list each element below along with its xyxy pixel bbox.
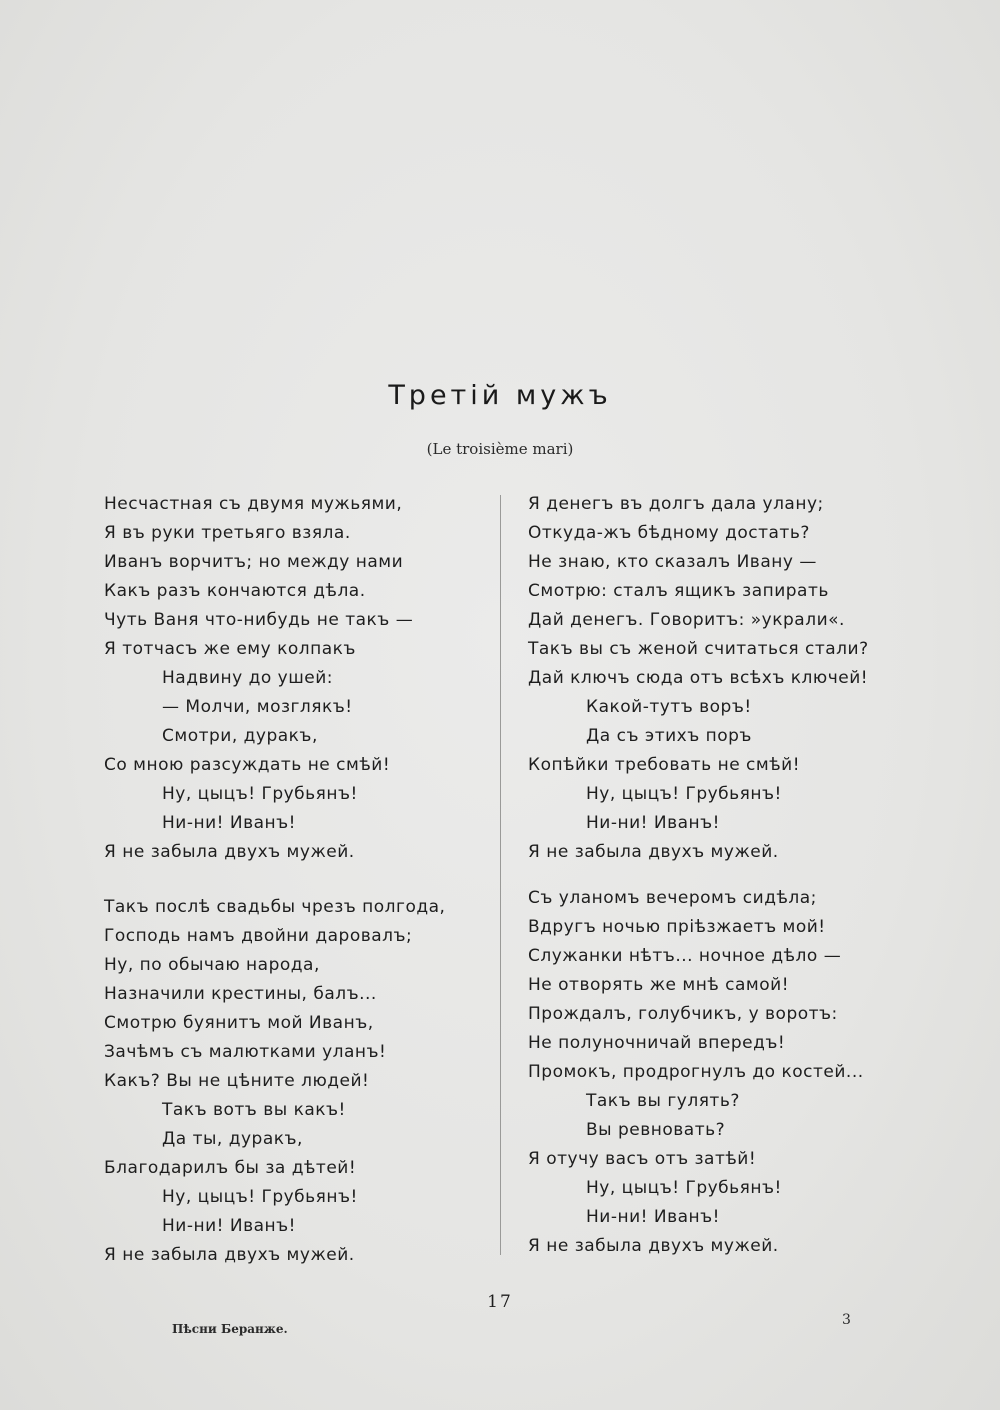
verse-line: Несчастная съ двумя мужьями,: [104, 494, 403, 514]
stanza-1: [104, 490, 504, 867]
verse-line: Откуда-жъ бѣдному достать?: [528, 523, 810, 543]
verse-line: Копѣйки требовать не смѣй!: [528, 755, 801, 775]
verse-line: Зачѣмъ съ малютками уланъ!: [104, 1042, 387, 1062]
verse-line: Ни-ни! Иванъ!: [162, 1216, 296, 1236]
verse-line: Какъ разъ кончаются дѣла.: [104, 581, 366, 601]
verse-line: Ну, цыцъ! Грубьянъ!: [586, 784, 782, 804]
verse-line: Ну, по обычаю народа,: [104, 955, 320, 975]
verse-line: Какъ? Вы не цѣните людей!: [104, 1071, 370, 1091]
verse-line: Такъ вы гулять?: [586, 1091, 740, 1111]
verse-line: Смотрю буянитъ мой Иванъ,: [104, 1013, 374, 1033]
verse-line: Надвину до ушей:: [162, 668, 334, 688]
verse-line: Я не забыла двухъ мужей.: [528, 1236, 779, 1256]
verse-line: Иванъ ворчитъ; но между нами: [104, 552, 404, 572]
verse-line: Господь намъ двойни даровалъ;: [104, 926, 413, 946]
footer-signature-mark: 3: [842, 1312, 851, 1328]
verse-line: Служанки нѣтъ... ночное дѣло —: [528, 946, 842, 966]
verse-line: Какой-тутъ воръ!: [586, 697, 752, 717]
verse-line: Я тотчасъ же ему колпакъ: [104, 639, 356, 659]
verse-line: Ни-ни! Иванъ!: [162, 813, 296, 833]
verse-line: Смотри, дуракъ,: [162, 726, 318, 746]
verse-line: Смотрю: сталъ ящикъ запирать: [528, 581, 829, 601]
verse-line: Вдругъ ночью пріѣзжаетъ мой!: [528, 917, 826, 937]
verse-line: Съ уланомъ вечеромъ сидѣла;: [528, 888, 817, 908]
verse-line: Не полуночничай впередъ!: [528, 1033, 786, 1053]
verse-line: Я отучу васъ отъ затѣй!: [528, 1149, 757, 1169]
verse-line: Такъ послѣ свадьбы чрезъ полгода,: [104, 897, 446, 917]
verse-line: Я не забыла двухъ мужей.: [104, 842, 355, 862]
verse-line: Благодарилъ бы за дѣтей!: [104, 1158, 357, 1178]
verse-line: Назначили крестины, балъ...: [104, 984, 377, 1004]
verse-line: Такъ вотъ вы какъ!: [162, 1100, 346, 1120]
verse-line: Дай ключъ сюда отъ всѣхъ ключей!: [528, 668, 869, 688]
verse-line: Не отворять же мнѣ самой!: [528, 975, 790, 995]
verse-line: Ни-ни! Иванъ!: [586, 1207, 720, 1227]
verse-line: Да съ этихъ поръ: [586, 726, 752, 746]
stanza-3: [528, 490, 928, 867]
verse-line: Ну, цыцъ! Грубьянъ!: [586, 1178, 782, 1198]
verse-line: Прождалъ, голубчикъ, у воротъ:: [528, 1004, 838, 1024]
verse-line: Ну, цыцъ! Грубьянъ!: [162, 1187, 358, 1207]
verse-line: Я не забыла двухъ мужей.: [528, 842, 779, 862]
verse-line: Промокъ, продрогнулъ до костей...: [528, 1062, 864, 1082]
column-divider: [500, 495, 501, 1255]
stanza-2: [104, 893, 504, 1270]
verse-line: Я не забыла двухъ мужей.: [104, 1245, 355, 1265]
verse-line: Я въ руки третьяго взяла.: [104, 523, 351, 543]
poem-subtitle: (Le troisième mari): [426, 440, 574, 458]
verse-line: Чуть Ваня что-нибудь не такъ —: [104, 610, 414, 630]
verse-line: Вы ревновать?: [586, 1120, 726, 1140]
stanza-4: [528, 884, 928, 1261]
verse-line: Дай денегъ. Говоритъ: »украли«.: [528, 610, 845, 630]
poem-title: Третій мужъ: [388, 380, 612, 411]
verse-line: Ну, цыцъ! Грубьянъ!: [162, 784, 358, 804]
footer-book-title: Пѣсни Беранже.: [172, 1322, 288, 1336]
page-number: 17: [487, 1292, 513, 1312]
verse-line: Да ты, дуракъ,: [162, 1129, 303, 1149]
verse-line: Со мною разсуждать не смѣй!: [104, 755, 391, 775]
verse-line: Не знаю, кто сказалъ Ивану —: [528, 552, 817, 572]
verse-line: Ни-ни! Иванъ!: [586, 813, 720, 833]
verse-line: — Молчи, мозглякъ!: [162, 697, 353, 717]
verse-line: Такъ вы съ женой считаться стали?: [528, 639, 869, 659]
verse-line: Я денегъ въ долгъ дала улану;: [528, 494, 824, 514]
